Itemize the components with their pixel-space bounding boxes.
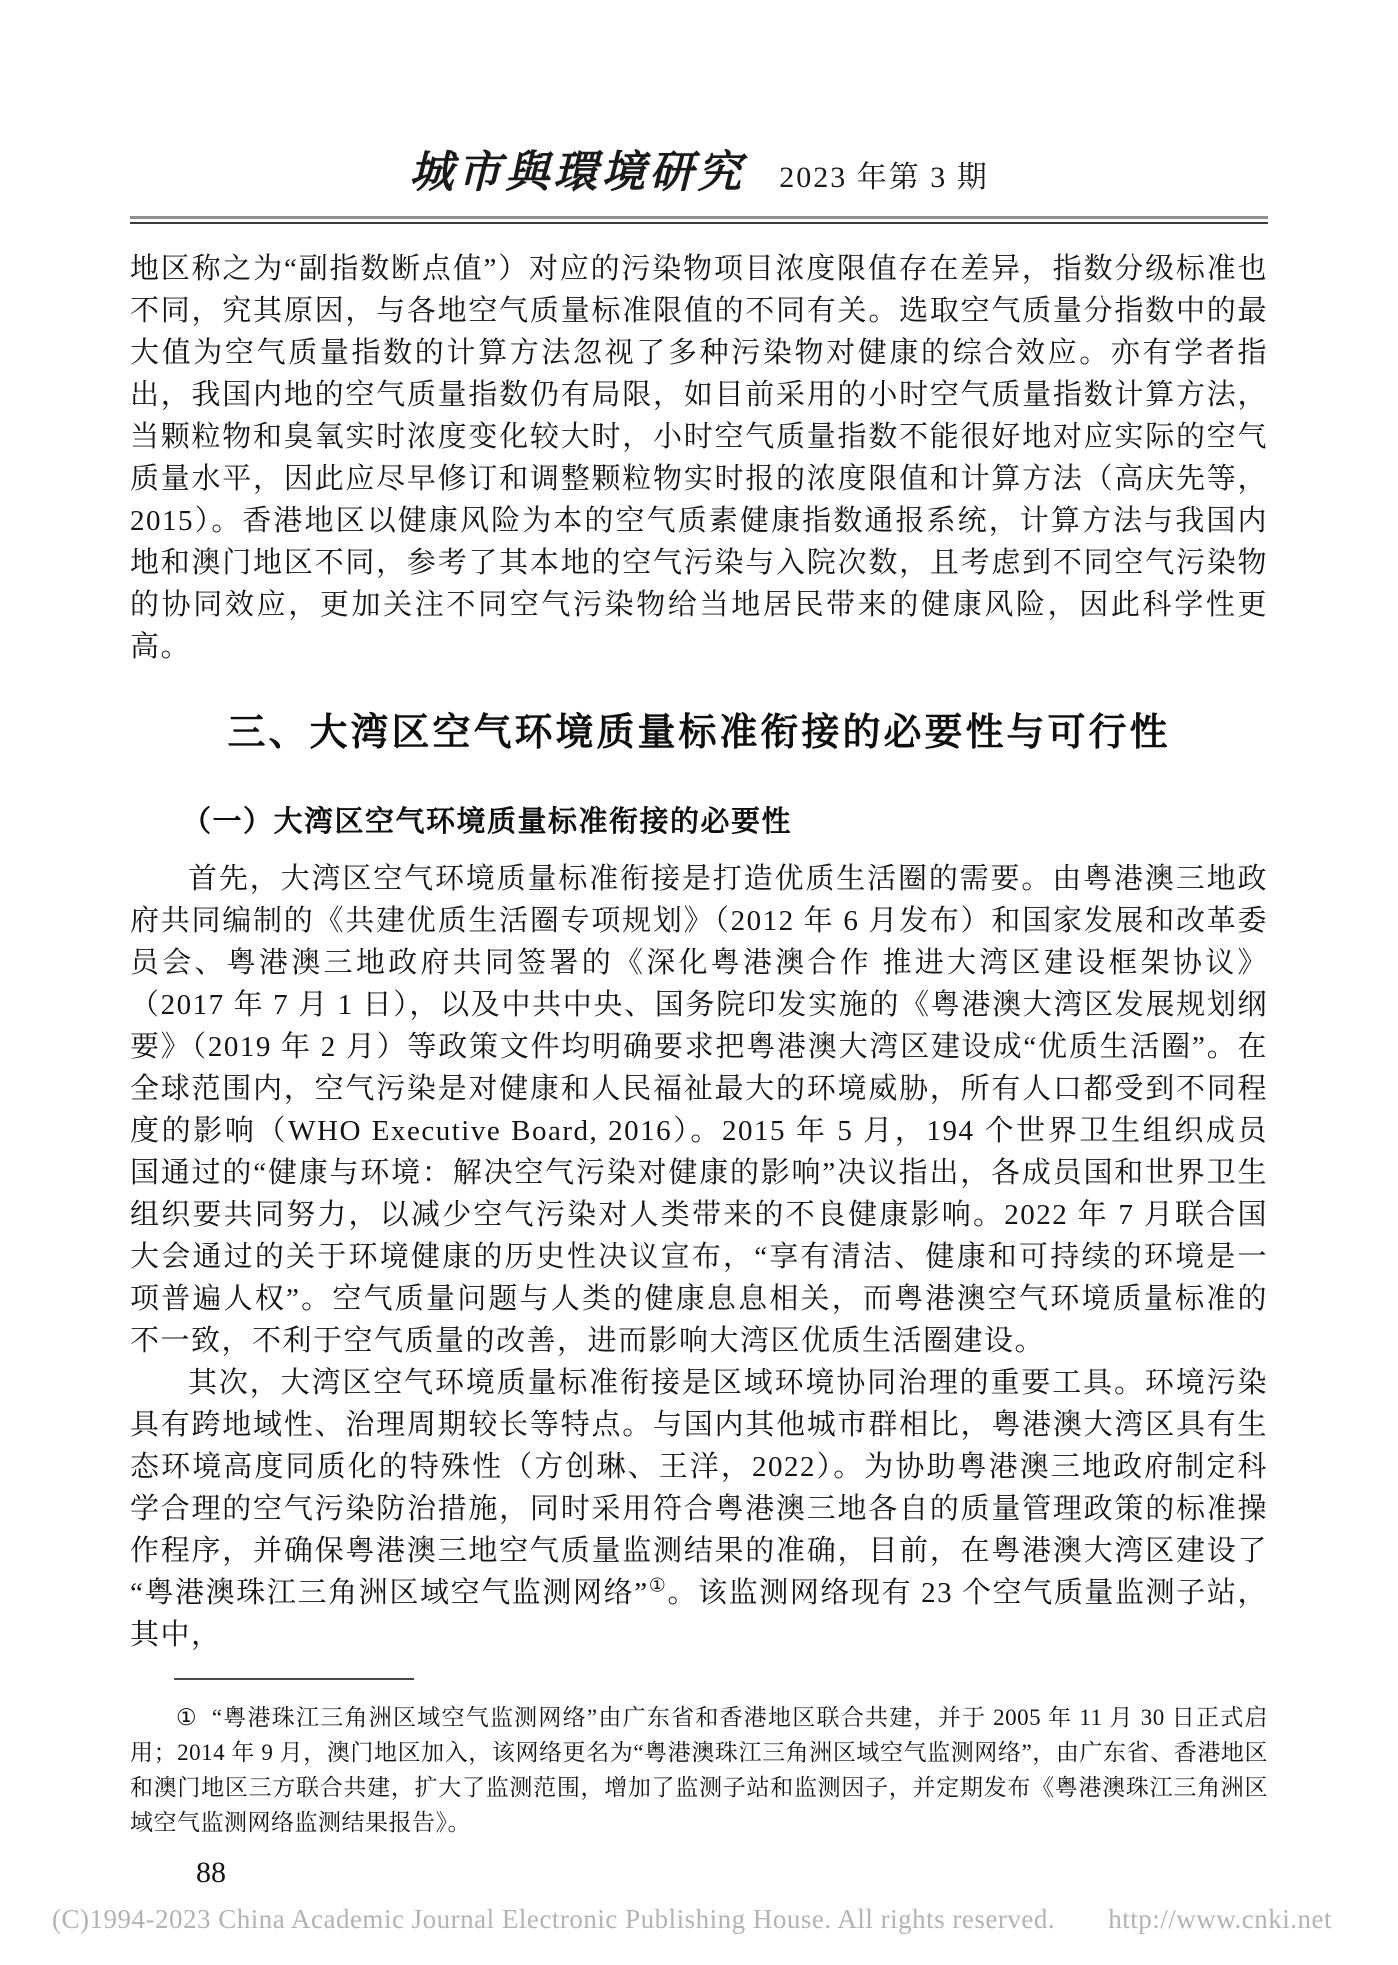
footnote-marker: ① <box>176 1705 198 1730</box>
page-header <box>0 136 1398 200</box>
body-paragraph-continued: 地区称之为“副指数断点值”）对应的污染物项目浓度限值存在差异，指数分级标准也不同，究其原因，与各地空气质量标准限值的不同有关。选取空气质量分指数中的最大值为空气质量指数的计算方法忽视了多种污染物对健康的综合效应。亦有学者指出，我国内地的空气质量指数仍有局限，如目前采用的小时空气质量指数计算方法，当颗粒物和臭氧实时浓度变化较大时，小时空气质量指数不能很好地对应实际的空气质量水平，因此应尽早修订和调整颗粒物实时报的浓度限值和计算方法（高庆先等，2015）。香港地区以健康风险为本的空气质素健康指数通报系统，计算方法与我国内地和澳门地区不同，参考了其本地的空气污染与入院次数，且考虑到不同空气污染物的协同效应，更加关注不同空气污染物给当地居民带来的健康风险，因此科学性更高。 <box>130 253 1268 663</box>
paragraph-text: 。该监测网络现有 23 个空气质量监测子站，其中， <box>130 1577 1268 1651</box>
copyright-footer <box>0 1904 1398 1935</box>
copyright-text: (C)1994-2023 China Academic Journal Electronic Publishing House. All rights reserved. <box>52 1904 1056 1934</box>
page-content <box>130 224 1268 1656</box>
footnote-reference-mark: ① <box>648 1575 668 1597</box>
page-number: 88 <box>196 1856 226 1889</box>
issue-label: 2023 年第 3 期 <box>779 161 989 194</box>
header-divider <box>130 216 1268 224</box>
footnote <box>130 1700 1268 1840</box>
footer-url: http://www.cnki.net <box>1108 1904 1332 1934</box>
body-paragraph <box>130 1362 1268 1656</box>
footnote-area <box>130 1678 1268 1840</box>
journal-logo: 城市與環境研究 <box>409 148 746 197</box>
section-heading: 三、大湾区空气环境质量标准衔接的必要性与可行性 <box>227 712 1171 754</box>
paragraph-text: 其次，大湾区空气环境质量标准衔接是区域环境协同治理的重要工具。环境污染具有跨地域性、治理周期较长等特点。与国内其他城市群相比，粤港澳大湾区具有生态环境高度同质化的特殊性（方创琳、王洋，2022）。为协助粤港澳三地政府制定科学合理的空气污染防治措施，同时采用符合粤港澳三地各自的质量管理政策的标准操作程序，并确保粤港澳三地空气质量监测结果的准确，目前，在粤港澳大湾区建设了“粤港澳珠江三角洲区域空气监测网络” <box>130 1367 1268 1609</box>
footnote-text: “粤港珠江三角洲区域空气监测网络”由广东省和香港地区联合共建，并于 2005 年 11 月 30 日正式启用；2014 年 9 月，澳门地区加入，该网络更名为“粤港澳珠江三角洲区域空气监测网络”，由广东省、香港地区和澳门地区三方联合共建，扩大了监测范围，增加了监测子站和监测因子，并定期发布《粤港澳珠江三角洲区域空气监测网络监测结果报告》。 <box>130 1705 1268 1835</box>
footnote-divider <box>174 1678 414 1680</box>
subsection-heading: （一）大湾区空气环境质量标准衔接的必要性 <box>182 806 793 838</box>
body-paragraph: 首先，大湾区空气环境质量标准衔接是打造优质生活圈的需要。由粤港澳三地政府共同编制的《共建优质生活圈专项规划》（2012 年 6 月发布）和国家发展和改革委员会、粤港澳三地政府共同签署的《深化粤港澳合作 推进大湾区建设框架协议》（2017 年 7 月 1 日），以及中共中央、国务院印发实施的《粤港澳大湾区发展规划纲要》（2019 年 2 月）等政策文件均明确要求把粤港澳大湾区建设成“优质生活圈”。在全球范围内，空气污染是对健康和人民福祉最大的环境威胁，所有人口都受到不同程度的影响（WHO Executive Board, 2016）。2015 年 5 月，194 个世界卫生组织成员国通过的“健康与环境：解决空气污染对健康的影响”决议指出，各成员国和世界卫生组织要共同努力，以减少空气污染对人类带来的不良健康影响。2022 年 7 月联合国大会通过的关于环境健康的历史性决议宣布，“享有清洁、健康和可持续的环境是一项普遍人权”。空气质量问题与人类的健康息息相关，而粤港澳空气环境质量标准的不一致，不利于空气质量的改善，进而影响大湾区优质生活圈建设。 <box>130 863 1268 1357</box>
